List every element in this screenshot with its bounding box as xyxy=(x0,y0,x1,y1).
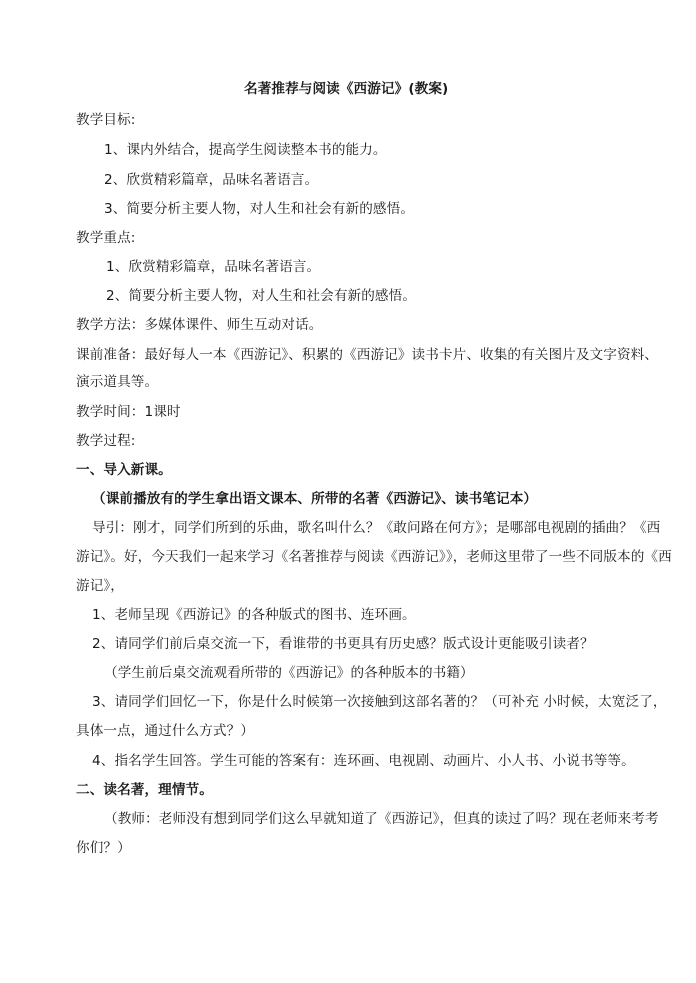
objectives-heading: 教学目标: xyxy=(76,112,136,128)
preparation-line: 演示道具等。 xyxy=(76,374,159,390)
teacher-line: 你们？） xyxy=(76,840,131,856)
key-point-item: 1、欣赏精彩篇章，品味名著语言。 xyxy=(106,259,321,275)
objective-item: 2、欣赏精彩篇章，品味名著语言。 xyxy=(104,172,319,188)
intro-line: 导引：刚才，同学们所到的乐曲，歌名叫什么？《敢问路在何方》；是哪部电视剧的插曲？《西 xyxy=(92,520,661,536)
section1-heading: 一、导入新课。 xyxy=(76,462,172,478)
preparation-line: 课前准备：最好每人一本《西游记》、积累的《西游记》读书卡片、收集的有关图片及文字资料、 xyxy=(76,347,659,363)
section2-heading: 二、读名著，理情节。 xyxy=(76,782,213,798)
teacher-line: （教师：老师没有想到同学们这么早就知道了《西游记》，但真的读过了吗？现在老师来考考 xyxy=(104,811,659,827)
intro-line: 游记》。好，今天我们一起来学习《名著推荐与阅读《西游记》》，老师这里带了一些不同版本的《西 xyxy=(76,549,672,565)
teaching-method: 教学方法：多媒体课件、师生互动对话。 xyxy=(76,317,323,333)
intro-line: 游记》， xyxy=(76,578,124,594)
document-title: 名著推荐与阅读《西游记》(教案) xyxy=(244,81,449,97)
step-item: 3、请同学们回忆一下，你是什么时候第一次接触到这部名著的？（可补充 小时候，太宽泛了， xyxy=(92,694,667,710)
step-item: 1、老师呈现《西游记》的各种版式的图书、连环画。 xyxy=(92,607,416,623)
section1-instruction: （课前播放有的学生拿出语文课本、所带的名著《西游记》、读书笔记本） xyxy=(92,491,538,507)
step-note: （学生前后桌交流观看所带的《西游记》的各种版本的书籍） xyxy=(104,665,474,681)
objective-item: 1、课内外结合，提高学生阅读整本书的能力。 xyxy=(104,142,387,158)
step-item-continued: 具体一点，通过什么方式？） xyxy=(76,723,255,739)
key-points-heading: 教学重点: xyxy=(76,230,136,246)
key-point-item: 2、简要分析主要人物，对人生和社会有新的感悟。 xyxy=(106,288,417,304)
objective-item: 3、简要分析主要人物，对人生和社会有新的感悟。 xyxy=(104,201,415,217)
step-item: 4、指名学生回答。学生可能的答案有：连环画、电视剧、动画片、小人书、小说书等等。 xyxy=(92,753,635,769)
teaching-time: 教学时间：1课时 xyxy=(76,404,181,420)
step-item: 2、请同学们前后桌交流一下，看谁带的书更具有历史感？版式设计更能吸引读者？ xyxy=(92,636,594,652)
process-heading: 教学过程: xyxy=(76,433,136,449)
